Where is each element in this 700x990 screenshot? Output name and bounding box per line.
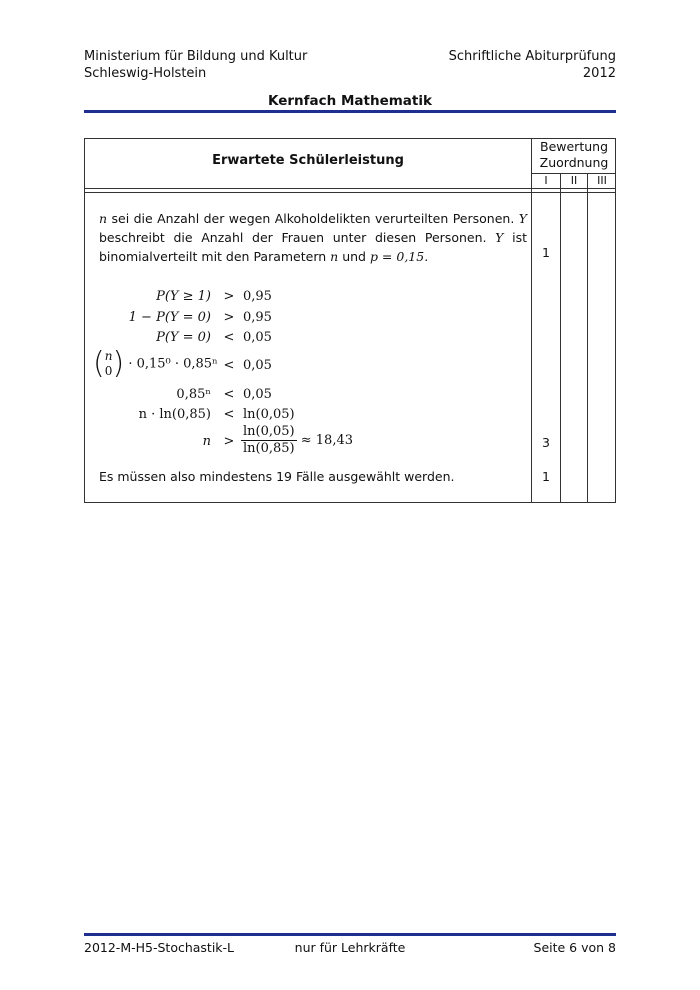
column-title: Erwartete Schülerleistung [212, 153, 404, 168]
header-left [84, 48, 307, 82]
level-1-label: I [544, 174, 548, 187]
level-3-label: III [597, 174, 607, 187]
rating-label: Bewertung [540, 139, 608, 154]
math-row-5-lhs: 0,85ⁿ [176, 387, 211, 402]
footer-page-number: Seite 6 von 8 [533, 940, 616, 955]
math-row-1-rhs: 0,95 [243, 289, 272, 304]
points-calculation: 3 [542, 435, 550, 450]
assignment-label: Zuordnung [539, 155, 609, 170]
approx-result: ≈ 18,43 [300, 433, 354, 448]
math-row-7-lhs: n [202, 434, 211, 449]
col-divider-2 [560, 173, 561, 502]
points-conclusion: 1 [542, 469, 550, 484]
math-row-3-rel: < [223, 330, 235, 345]
binom-top: n [104, 349, 113, 363]
level-2-label: II [570, 174, 578, 187]
header-rule [84, 110, 616, 113]
math-row-2-rhs: 0,95 [243, 310, 272, 325]
col-divider-1 [531, 192, 532, 502]
intro-paragraph [99, 209, 527, 266]
math-row-4-rhs: 0,05 [243, 358, 272, 373]
fraction-denominator: ln(0,85) [243, 441, 295, 456]
subject-title: Kernfach Mathematik [268, 93, 432, 109]
intro-text-4: und [338, 249, 370, 264]
math-row-3-rhs: 0,05 [243, 330, 272, 345]
intro-text-5: . [424, 249, 429, 264]
footer-rule [84, 933, 616, 936]
header-bottom-rule [85, 188, 615, 189]
footer-doc-id: 2012-M-H5-Stochastik-L [84, 940, 235, 955]
math-row-5-rhs: 0,05 [243, 387, 272, 402]
header-double-rule [85, 192, 615, 193]
ministry-name: Ministerium für Bildung und Kultur [84, 49, 308, 64]
math-row-6-rhs: ln(0,05) [243, 407, 295, 422]
math-row-1-rel: > [223, 289, 235, 304]
math-row-5-rel: < [223, 387, 235, 402]
binomial-coefficient: (n 0) [93, 346, 125, 381]
math-row-2-lhs: 1 − P(Y = 0) [128, 310, 211, 325]
p-expression: p = 0,15 [369, 249, 425, 264]
math-row-4-lhs [93, 346, 218, 381]
var-y: Y [518, 211, 527, 226]
points-intro: 1 [542, 245, 550, 260]
math-row-4-rel: < [223, 358, 235, 373]
fraction-numerator: ln(0,05) [243, 424, 295, 439]
conclusion-text: Es müssen also mindestens 19 Fälle ausgewählt werden. [99, 469, 455, 484]
col-divider-3 [587, 173, 588, 502]
var-n: n [99, 211, 108, 226]
math-row-6-lhs: n · ln(0,85) [138, 407, 211, 422]
var-n-2: n [330, 249, 339, 264]
state-name: Schleswig-Holstein [84, 66, 207, 81]
header-right [449, 48, 616, 82]
exam-year: 2012 [582, 66, 616, 81]
rating-header [532, 139, 616, 171]
math-row-3-lhs: P(Y = 0) [156, 330, 211, 345]
math-row-7-rel: > [223, 434, 235, 449]
math-row-1-lhs: P(Y ≥ 1) [156, 289, 211, 304]
intro-text-1: sei die Anzahl der wegen Alkoholdelikten verurteilten Personen. [107, 211, 519, 226]
solution-table [84, 138, 616, 503]
math-row-7-rhs [241, 424, 353, 457]
math-row-4-lhs-rest: · 0,15⁰ · 0,85ⁿ [128, 356, 218, 372]
binom-bottom: 0 [104, 364, 113, 378]
exam-name: Schriftliche Abiturprüfung [448, 49, 616, 64]
footer-audience: nur für Lehrkräfte [294, 940, 406, 955]
fraction [241, 424, 297, 457]
var-y-2: Y [495, 230, 504, 245]
intro-text-3: ist binomialverteilt mit den Parametern [99, 230, 527, 264]
math-row-2-rel: > [223, 310, 235, 325]
math-row-6-rel: < [223, 407, 235, 422]
intro-text-2: beschreibt die Anzahl der Frauen unter diesen Personen. [99, 230, 496, 245]
